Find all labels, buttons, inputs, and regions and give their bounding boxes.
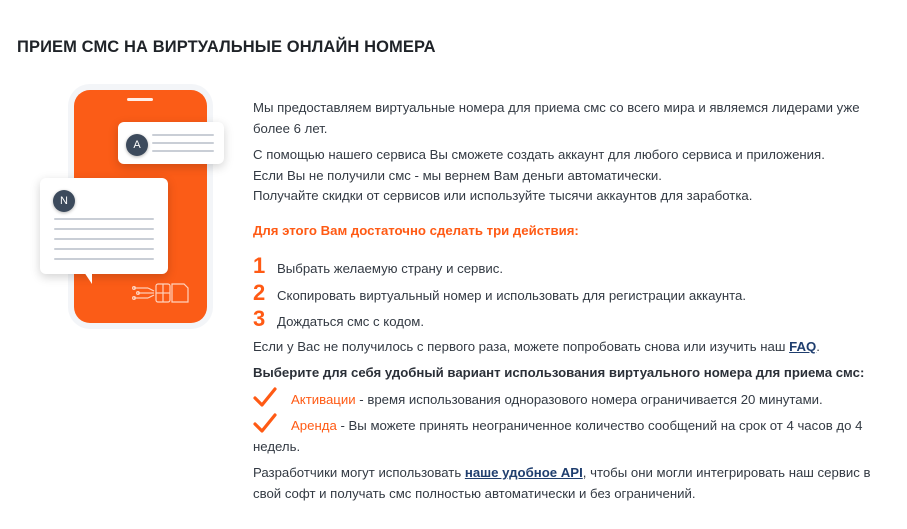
api-paragraph [253, 463, 883, 504]
step-item [253, 306, 883, 333]
avatar-a-icon: A [126, 134, 148, 156]
variant-item-rent [253, 416, 883, 457]
step-text: Скопировать виртуальный номер и использовать для регистрации аккаунта. [277, 287, 747, 303]
api-after: , чтобы они могли интегрировать наш сервис в свой софт и получать смс полностью автоматически и без ограничений. [253, 465, 871, 501]
page-title: ПРИЕМ СМС НА ВИРТУАЛЬНЫЕ ОНЛАЙН НОМЕРА [17, 38, 436, 56]
variant-item-activations [253, 390, 883, 411]
step-item [253, 253, 883, 280]
api-link[interactable]: наше удобное API [464, 465, 583, 480]
intro-line-4: Получайте скидки от сервисов или используйте тысячи аккаунтов для заработка. [253, 188, 753, 203]
content-column [253, 98, 883, 504]
intro-line-2: С помощью нашего сервиса Вы сможете создать аккаунт для любого сервиса и приложения. [253, 147, 825, 162]
bubble-tail-icon [84, 272, 92, 284]
retry-text: Если у Вас не получилось с первого раза, можете попробовать снова или изучить наш [253, 338, 790, 354]
step-number: 1 [253, 253, 266, 278]
variant-text: - Вы можете принять неограниченное количество сообщений на срок от 4 часов до 4 недель. [253, 418, 863, 454]
variant-keyword: Активации [291, 391, 356, 407]
avatar-n-icon: N [53, 190, 75, 212]
faq-link[interactable]: FAQ [789, 338, 817, 354]
step-text: Дождаться смс с кодом. [277, 314, 425, 329]
steps-list [253, 253, 883, 333]
steps-heading: Для этого Вам достаточно сделать три действия: [253, 222, 579, 238]
retry-paragraph [253, 337, 883, 358]
retry-end: . [816, 338, 820, 354]
checkmark-icon [253, 412, 277, 434]
phone-speaker [127, 98, 153, 101]
step-number: 3 [253, 306, 266, 331]
checkmark-icon [253, 386, 277, 408]
intro-paragraph: Мы предоставляем виртуальные номера для приема смс со всего мира и являемся лидерами уже более 6 лет. [253, 100, 860, 136]
phone-illustration [34, 84, 224, 329]
step-number: 2 [253, 279, 266, 305]
sim-chip-icon [132, 280, 190, 306]
variants-heading: Выберите для себя удобный вариант использования виртуального номера для приема смс: [253, 365, 865, 380]
step-text: Выбрать желаемую страну и сервис. [277, 261, 503, 276]
api-before: Разработчики могут использовать [253, 465, 465, 480]
variant-keyword: Аренда [291, 418, 337, 433]
step-item [253, 280, 883, 307]
intro-line-3: Если Вы не получили смс - мы вернем Вам деньги автоматически. [253, 167, 662, 183]
variant-text: - время использования одноразового номера ограничивается 20 минутами. [355, 391, 823, 407]
